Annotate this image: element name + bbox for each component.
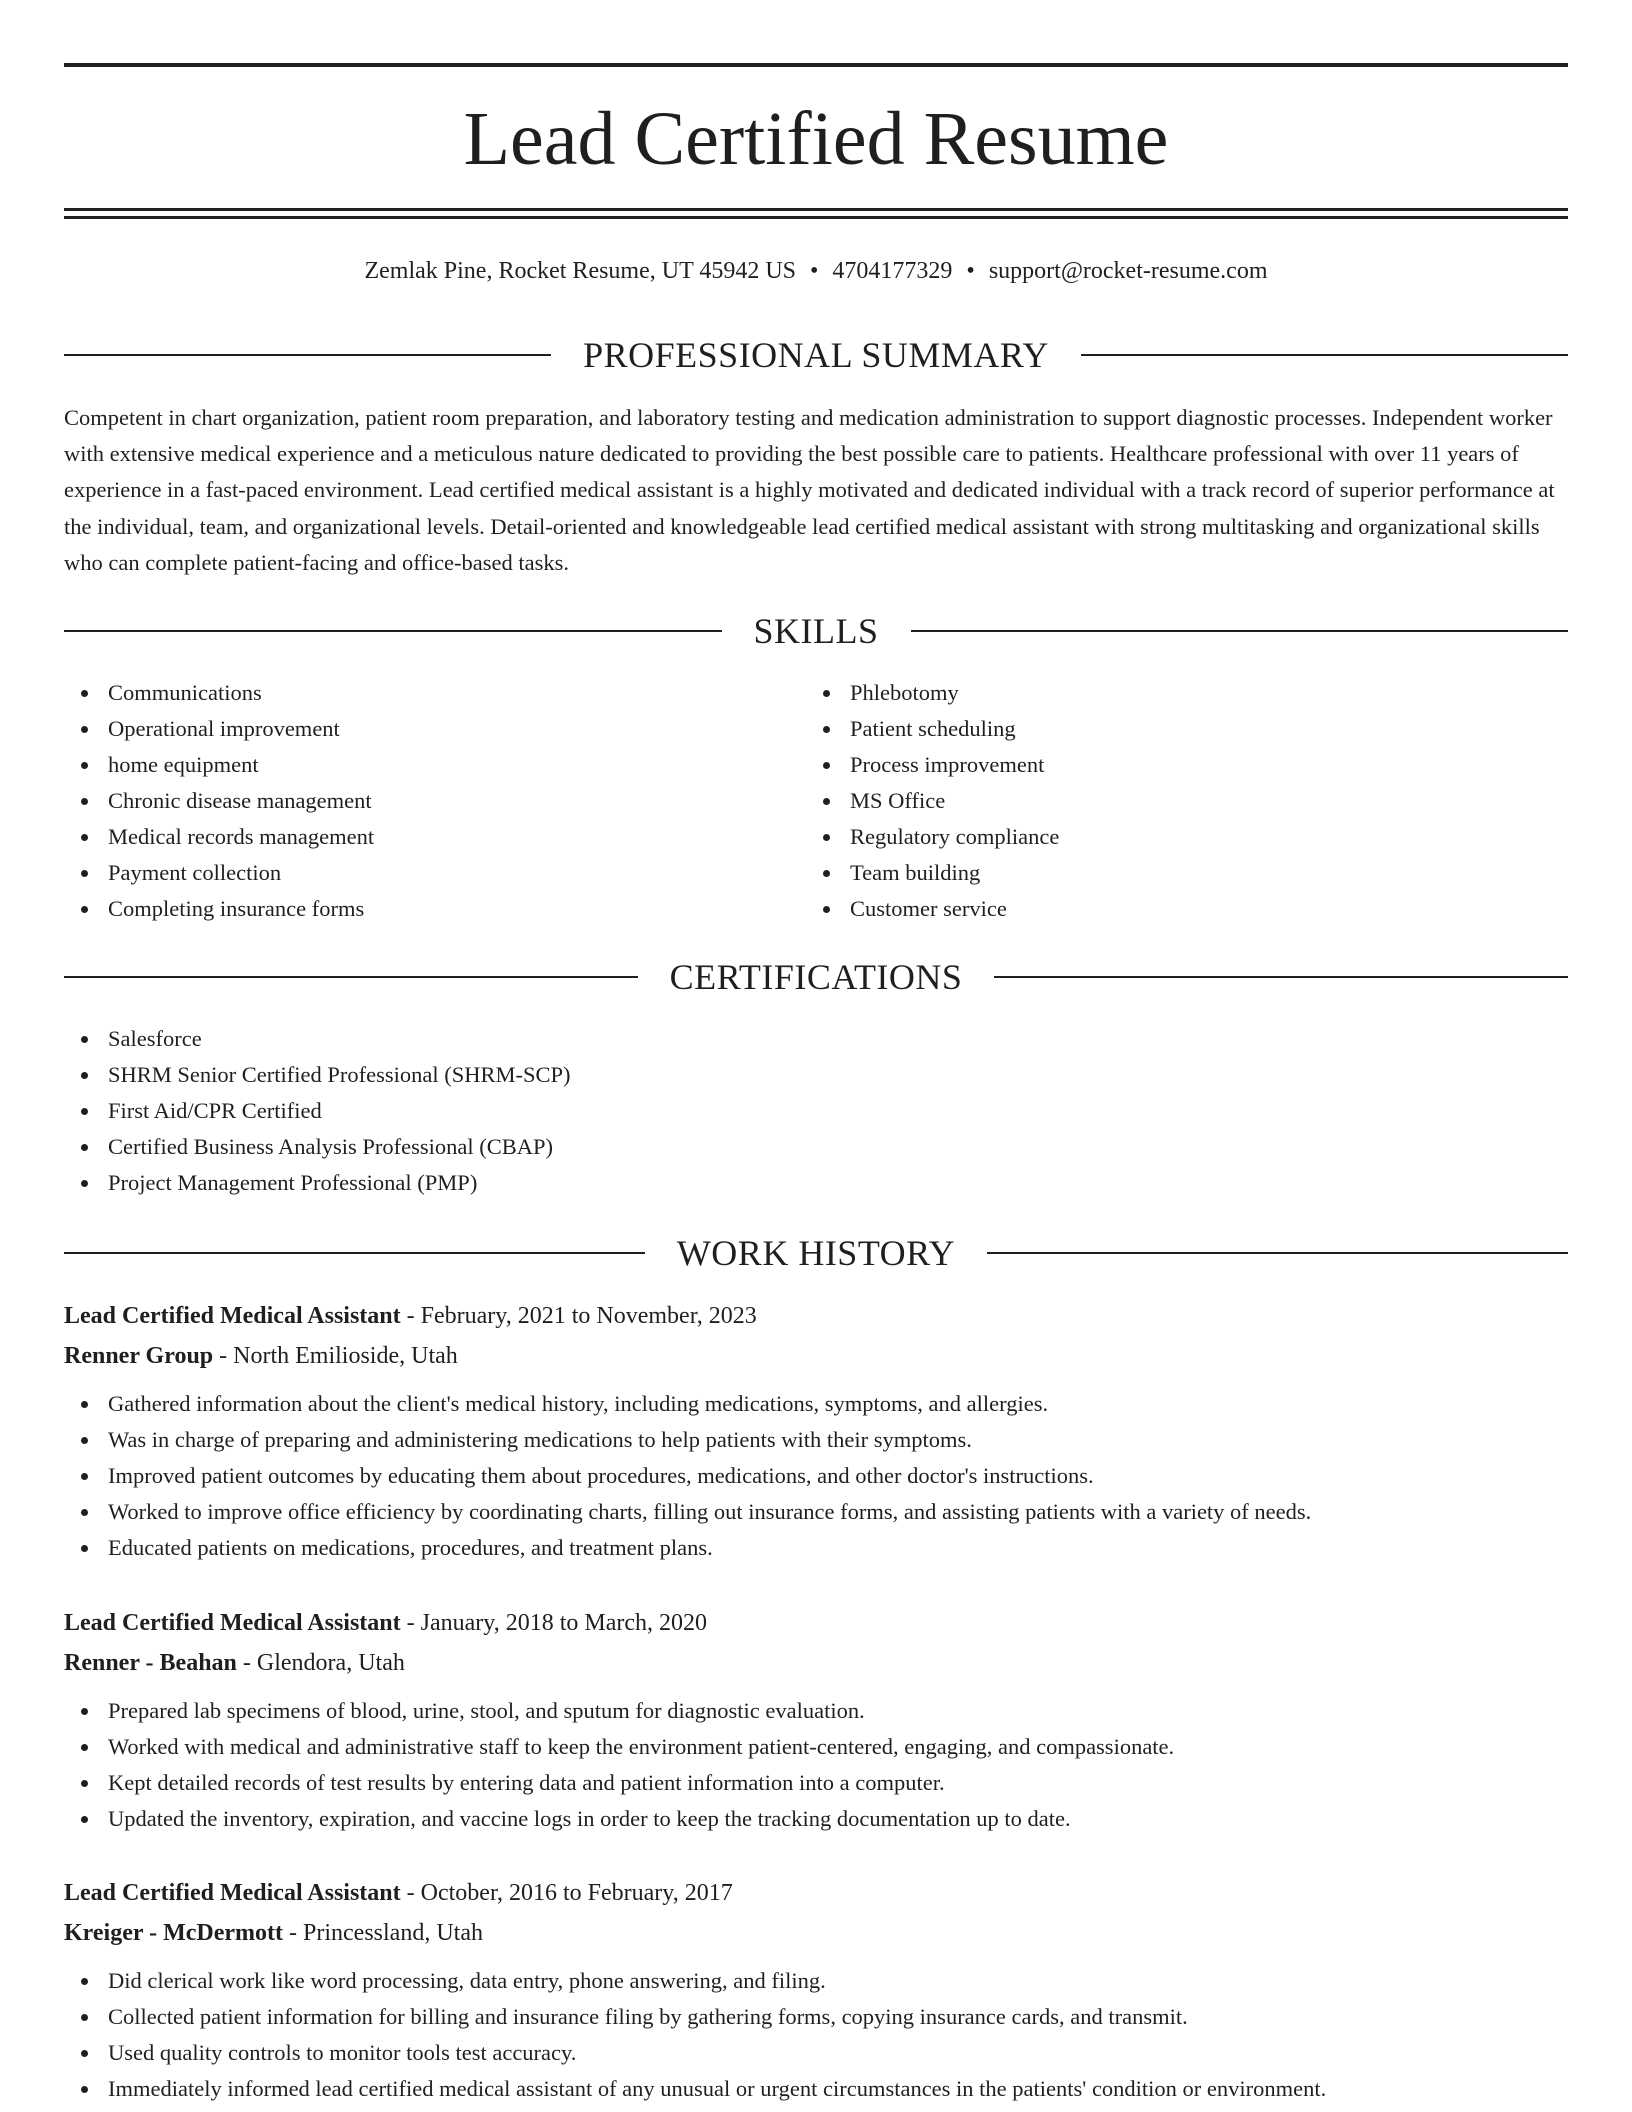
section-rule bbox=[994, 976, 1568, 978]
job-duty-item: Was in charge of preparing and administering medications to help patients with their symptoms. bbox=[64, 1422, 1568, 1458]
contact-email: support@rocket-resume.com bbox=[988, 258, 1268, 284]
job-title-line bbox=[64, 1296, 1568, 1336]
job-location: Glendora, Utah bbox=[256, 1650, 405, 1676]
section-rule bbox=[64, 630, 722, 632]
job-duties-list bbox=[64, 1693, 1568, 1837]
professional-summary-text: Competent in chart organization, patient room preparation, and laboratory testing and medication administration to support diagnostic processes. Independent worker with extensive medical experience and a meticulous nature dedicated to providing the best possible care to patients. Healthcare professional with over 11 years of experience in a fast-paced environment. Lead certified medical assistant is a highly motivated and dedicated individual with a track record of superior performance at the individual, team, and organizational levels. Detail-oriented and knowledgeable lead certified medical assistant with strong multitasking and organizational skills who can complete patient-facing and office-based tasks. bbox=[64, 405, 1555, 575]
dash-separator: - bbox=[236, 1650, 257, 1676]
skill-item: Payment collection bbox=[64, 855, 804, 891]
skill-item: Operational improvement bbox=[64, 711, 804, 747]
contact-separator: • bbox=[810, 258, 819, 284]
skill-item: Team building bbox=[806, 855, 1546, 891]
job-company: Renner - Beahan bbox=[64, 1650, 237, 1676]
job-company: Renner Group bbox=[64, 1343, 214, 1369]
dash-separator: - bbox=[400, 1303, 421, 1329]
job-entry bbox=[64, 1873, 1568, 2107]
job-dates: January, 2018 to March, 2020 bbox=[420, 1610, 708, 1636]
job-dates: February, 2021 to November, 2023 bbox=[420, 1303, 757, 1329]
job-duty-item: Worked with medical and administrative staff to keep the environment patient-centered, engaging, and compassionate. bbox=[64, 1729, 1568, 1765]
contact-line bbox=[64, 254, 1568, 288]
certification-item: Salesforce bbox=[64, 1021, 1568, 1057]
job-duty-item: Collected patient information for billing and insurance filing by gathering forms, copying insurance cards, and transmit. bbox=[64, 1999, 1568, 2035]
job-title: Lead Certified Medical Assistant bbox=[64, 1610, 401, 1636]
skill-item: Completing insurance forms bbox=[64, 891, 804, 927]
skill-item: Chronic disease management bbox=[64, 783, 804, 819]
job-duty-item: Improved patient outcomes by educating them about procedures, medications, and other doctor's instructions. bbox=[64, 1458, 1568, 1494]
job-duty-item: Worked to improve office efficiency by coordinating charts, filling out insurance forms, and assisting patients with a variety of needs. bbox=[64, 1494, 1568, 1530]
job-duty-item: Did clerical work like word processing, data entry, phone answering, and filing. bbox=[64, 1963, 1568, 1999]
job-duty-item: Prepared lab specimens of blood, urine, stool, and sputum for diagnostic evaluation. bbox=[64, 1693, 1568, 1729]
job-location: Princessland, Utah bbox=[303, 1920, 483, 1946]
certification-item: Certified Business Analysis Professional (CBAP) bbox=[64, 1129, 1568, 1165]
section-header-summary bbox=[64, 333, 1568, 377]
section-header-work-history bbox=[64, 1231, 1568, 1275]
job-company-line bbox=[64, 1336, 1568, 1376]
section-rule bbox=[1081, 354, 1568, 356]
contact-address: Zemlak Pine, Rocket Resume, UT 45942 US bbox=[364, 258, 796, 284]
dash-separator: - bbox=[400, 1880, 421, 1906]
job-title-line bbox=[64, 1873, 1568, 1913]
certification-item: Project Management Professional (PMP) bbox=[64, 1165, 1568, 1201]
contact-phone: 4704177329 bbox=[832, 258, 953, 284]
dash-separator: - bbox=[400, 1610, 421, 1636]
job-title-line bbox=[64, 1603, 1568, 1643]
job-duty-item: Gathered information about the client's medical history, including medications, symptoms, and allergies. bbox=[64, 1386, 1568, 1422]
skills-list-left bbox=[64, 675, 804, 927]
job-entry bbox=[64, 1296, 1568, 1566]
skill-item: Medical records management bbox=[64, 819, 804, 855]
section-rule bbox=[64, 354, 551, 356]
job-duty-item: Immediately informed lead certified medical assistant of any unusual or urgent circumstances in the patients' condition or environment. bbox=[64, 2071, 1568, 2107]
section-rule bbox=[987, 1252, 1568, 1254]
job-company: Kreiger - McDermott bbox=[64, 1920, 283, 1946]
job-location: North Emilioside, Utah bbox=[233, 1343, 458, 1369]
section-header-skills bbox=[64, 609, 1568, 653]
skills-list-right bbox=[806, 675, 1546, 927]
certification-item: SHRM Senior Certified Professional (SHRM-SCP) bbox=[64, 1057, 1568, 1093]
job-duties-list bbox=[64, 1963, 1568, 2107]
header-top-rule bbox=[64, 63, 1568, 67]
section-rule bbox=[64, 1252, 645, 1254]
job-duties-list bbox=[64, 1386, 1568, 1566]
certifications-list bbox=[64, 1021, 1568, 1201]
skill-item: Patient scheduling bbox=[806, 711, 1546, 747]
skill-item: Process improvement bbox=[806, 747, 1546, 783]
section-title: PROFESSIONAL SUMMARY bbox=[583, 335, 1049, 375]
section-header-certifications bbox=[64, 955, 1568, 999]
job-entry bbox=[64, 1603, 1568, 1837]
job-company-line bbox=[64, 1913, 1568, 1953]
dash-separator: - bbox=[213, 1343, 234, 1369]
skill-item: MS Office bbox=[806, 783, 1546, 819]
skill-item: Communications bbox=[64, 675, 804, 711]
resume-title: Lead Certified Resume bbox=[463, 97, 1169, 181]
certification-item: First Aid/CPR Certified bbox=[64, 1093, 1568, 1129]
job-title: Lead Certified Medical Assistant bbox=[64, 1303, 401, 1329]
header-bottom-rule-double bbox=[64, 216, 1568, 219]
header-bottom-rule bbox=[64, 208, 1568, 211]
section-title: CERTIFICATIONS bbox=[669, 957, 963, 997]
section-rule bbox=[911, 630, 1569, 632]
section-rule bbox=[64, 976, 638, 978]
job-duty-item: Educated patients on medications, procedures, and treatment plans. bbox=[64, 1530, 1568, 1566]
skill-item: Regulatory compliance bbox=[806, 819, 1546, 855]
contact-separator: • bbox=[966, 258, 975, 284]
dash-separator: - bbox=[283, 1920, 303, 1946]
job-company-line bbox=[64, 1643, 1568, 1683]
job-dates: October, 2016 to February, 2017 bbox=[420, 1880, 733, 1906]
skill-item: Phlebotomy bbox=[806, 675, 1546, 711]
section-title: WORK HISTORY bbox=[676, 1233, 956, 1273]
job-title: Lead Certified Medical Assistant bbox=[64, 1880, 401, 1906]
job-duty-item: Updated the inventory, expiration, and vaccine logs in order to keep the tracking documentation up to date. bbox=[64, 1801, 1568, 1837]
skill-item: Customer service bbox=[806, 891, 1546, 927]
job-duty-item: Kept detailed records of test results by entering data and patient information into a computer. bbox=[64, 1765, 1568, 1801]
job-duty-item: Used quality controls to monitor tools test accuracy. bbox=[64, 2035, 1568, 2071]
skill-item: home equipment bbox=[64, 747, 804, 783]
section-title: SKILLS bbox=[753, 611, 879, 651]
